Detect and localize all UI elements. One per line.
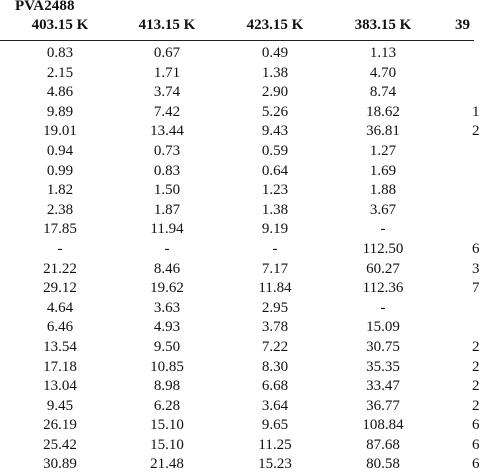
table-cell: 3.64 [261, 397, 289, 414]
table-cell: 0.73 [153, 142, 181, 159]
table-cell: 29.12 [43, 280, 77, 297]
table-cell: 11.25 [258, 436, 292, 453]
table-cell: 1.38 [261, 64, 289, 81]
table-cell: 0.83 [46, 45, 74, 61]
table-cell: 9.45 [46, 397, 74, 414]
table-cell: 0.64 [261, 162, 289, 179]
table-cell: 0.94 [46, 142, 74, 159]
table-cell: 87.68 [366, 436, 400, 453]
table-cell: 21.48 [150, 456, 184, 473]
table-cell: 4.70 [369, 64, 397, 81]
table-cell: 4.64 [46, 299, 74, 316]
table-cell: 2.95 [261, 299, 289, 316]
table-cell: 4.86 [46, 84, 74, 101]
table-cell: 7.42 [153, 103, 181, 120]
table-row [0, 397, 480, 417]
table-cell: 15.23 [258, 456, 292, 473]
table-row [0, 358, 480, 378]
table-cell: 0.83 [153, 162, 181, 179]
table-cell: 8.98 [153, 378, 181, 395]
table-cell: 60.27 [366, 260, 400, 277]
table-cell: 19.62 [150, 280, 184, 297]
table-cell: 9.65 [261, 417, 289, 434]
table-cell: 7 [472, 280, 480, 297]
table-cell: 17.18 [43, 358, 77, 375]
table-cell: 2 [472, 123, 480, 140]
table-cell: 33.47 [366, 378, 400, 395]
table-cell: 36.81 [366, 123, 400, 140]
table-cell: 2 [472, 397, 480, 414]
table-cell: 8.46 [153, 260, 181, 277]
table-cell: 19.01 [43, 123, 77, 140]
table-cell: 1.71 [153, 64, 181, 81]
table-cell: 1 [472, 103, 480, 120]
table-cell: 6 [472, 456, 480, 473]
table-row [0, 181, 474, 201]
table-cell: 3.67 [369, 201, 397, 218]
table-cell: 30.75 [366, 338, 400, 355]
table-row [0, 455, 480, 475]
table-cell: 30.89 [43, 456, 77, 473]
table-row [0, 416, 480, 436]
table-cell: 6.46 [46, 319, 74, 336]
table-cell: 1.69 [369, 162, 397, 179]
table-cell: - [380, 221, 386, 238]
table-body [0, 44, 480, 475]
table-row [0, 201, 474, 221]
table-cell: 26.19 [43, 417, 77, 434]
table-cell: 9.50 [153, 338, 181, 355]
table-cell: 13.54 [43, 338, 77, 355]
table-cell: - [57, 240, 63, 257]
table-cell: 80.58 [366, 456, 400, 473]
table-cell: 6 [472, 436, 480, 453]
table-cell: 13.04 [43, 378, 77, 395]
table-cell: 11.94 [150, 221, 184, 238]
table-row [0, 240, 480, 260]
table-cell: 5.26 [261, 103, 289, 120]
table-cell: 0.99 [46, 162, 74, 179]
table-cell: 6.28 [153, 397, 181, 414]
column-header: 383.15 K [354, 17, 412, 33]
table-cell: 6 [472, 240, 480, 257]
table-cell: 13.44 [150, 123, 184, 140]
table-cell: - [272, 240, 278, 257]
header-rule [0, 40, 474, 41]
table-cell: - [164, 240, 170, 257]
table-cell: 36.77 [366, 397, 400, 414]
column-header: 403.15 K [31, 17, 89, 33]
table-row [0, 318, 474, 338]
table-cell: 7.22 [261, 338, 289, 355]
table-cell: 15.10 [150, 417, 184, 434]
table-row [0, 83, 474, 103]
table-cell: - [380, 299, 386, 316]
table-row [0, 162, 474, 182]
table-cell: 2.38 [46, 201, 74, 218]
table-cell: 15.09 [366, 319, 400, 336]
table-cell: 6.68 [261, 378, 289, 395]
table-cell: 7.17 [261, 260, 289, 277]
table-cell: 9.89 [46, 103, 74, 120]
table-cell: 11.84 [258, 280, 292, 297]
table-row [0, 436, 480, 456]
table-row [0, 220, 474, 240]
table-cell: 2.90 [261, 84, 289, 101]
table-cell: 2 [472, 338, 480, 355]
table-row [0, 338, 480, 358]
table-cell: 4.93 [153, 319, 181, 336]
table-cell: 35.35 [366, 358, 400, 375]
column-header: 413.15 K [138, 17, 196, 33]
table-cell: 1.82 [46, 182, 74, 199]
table-row [0, 142, 474, 162]
table-cell: 9.19 [261, 221, 289, 238]
table-cell: 1.23 [261, 182, 289, 199]
table-row [0, 122, 480, 142]
table-row [0, 260, 480, 280]
table-cell: 0.49 [261, 45, 289, 61]
table-cell: 25.42 [43, 436, 77, 453]
table-row [0, 279, 480, 299]
table-cell: 0.59 [261, 142, 289, 159]
table-cell: 8.74 [369, 84, 397, 101]
table-cell: 2.15 [46, 64, 74, 81]
table-row [0, 64, 474, 84]
table-cell: 108.84 [362, 417, 404, 434]
table-cell: 6 [472, 417, 480, 434]
table-cell: 3.74 [153, 84, 181, 101]
table-row [0, 299, 474, 319]
table-cell: 3.78 [261, 319, 289, 336]
table-cell: 1.27 [369, 142, 397, 159]
column-header: 39 [455, 17, 470, 33]
table-cell: 0.67 [153, 45, 181, 61]
table-cell: 10.85 [150, 358, 184, 375]
table-cell: 17.85 [43, 221, 77, 238]
table-cell: 1.87 [153, 201, 181, 218]
table-cell: 2 [472, 378, 480, 395]
column-header: 423.15 K [246, 17, 304, 33]
table-cell: 1.88 [369, 182, 397, 199]
table-cell: 18.62 [366, 103, 400, 120]
table-cell: 112.50 [362, 240, 404, 257]
table-row [0, 103, 480, 123]
table-cell: 3.63 [153, 299, 181, 316]
table-cell: 1.38 [261, 201, 289, 218]
table-cell: 3 [472, 260, 480, 277]
table-cell: 1.13 [369, 45, 397, 61]
table-cell: 15.10 [150, 436, 184, 453]
table-cell: 2 [472, 358, 480, 375]
table-row [0, 377, 480, 397]
table-cell: 8.30 [261, 358, 289, 375]
table-row [0, 44, 474, 64]
table-cell: 1.50 [153, 182, 181, 199]
table-cell: 21.22 [43, 260, 77, 277]
table-cell: 112.36 [362, 280, 404, 297]
table-cell: 9.43 [261, 123, 289, 140]
group-label: PVA2488 [15, 0, 75, 14]
